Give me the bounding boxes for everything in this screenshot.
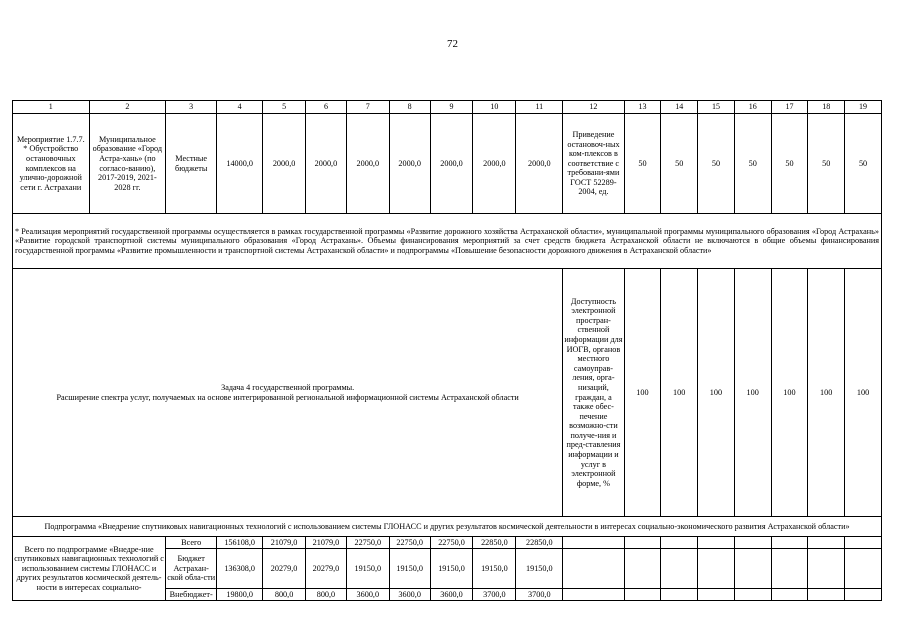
- measure-target: 50: [845, 114, 882, 214]
- total-value: 22750,0: [346, 537, 389, 549]
- col-header: 10: [473, 101, 516, 114]
- col-header: 14: [661, 101, 698, 114]
- extrabudget-value: 800,0: [306, 589, 347, 601]
- col-header: 11: [516, 101, 563, 114]
- budget-value: 19150,0: [346, 549, 389, 589]
- empty-cell: [563, 589, 624, 601]
- empty-cell: [624, 589, 661, 601]
- task-row: [13, 269, 882, 517]
- col-header: 8: [389, 101, 430, 114]
- empty-cell: [624, 537, 661, 549]
- empty-cell: [624, 549, 661, 589]
- empty-cell: [771, 549, 808, 589]
- header-row: [13, 101, 882, 114]
- total-row: [13, 537, 882, 549]
- empty-cell: [661, 549, 698, 589]
- budget-value: 20279,0: [263, 549, 306, 589]
- budget-value: 19150,0: [430, 549, 473, 589]
- empty-cell: [845, 589, 882, 601]
- col-header: 16: [734, 101, 771, 114]
- col-header: 1: [13, 101, 90, 114]
- task-target: 100: [698, 269, 735, 517]
- measure-value: 2000,0: [516, 114, 563, 214]
- col-header: 7: [346, 101, 389, 114]
- measure-target: 50: [771, 114, 808, 214]
- subprogram-title: Подпрограмма «Внедрение спутниковых навигационных технологий с использованием системы ГЛОНАСС и других результатов космической деятельности в интересах социально-экономического развития Астраханской области»: [13, 517, 882, 537]
- empty-cell: [698, 537, 735, 549]
- subprogram-row: [13, 517, 882, 537]
- program-table: [12, 100, 882, 601]
- extrabudget-value: 3700,0: [516, 589, 563, 601]
- empty-cell: [698, 549, 735, 589]
- total-value: 22750,0: [389, 537, 430, 549]
- measure-target: 50: [734, 114, 771, 214]
- total-value: 156108,0: [217, 537, 263, 549]
- measure-value: 2000,0: [346, 114, 389, 214]
- empty-cell: [698, 589, 735, 601]
- measure-executor: Муниципальное образование «Город Астра-хань» (по согласо-ванию), 2017-2019, 2021-2028 гг.: [89, 114, 166, 214]
- task-text: Расширение спектра услуг, получаемых на основе интегрированной региональной информационной системы Астраханской области: [56, 392, 519, 402]
- measure-value: 2000,0: [306, 114, 347, 214]
- col-header: 13: [624, 101, 661, 114]
- task-title: Задача 4 государственной программы.: [221, 382, 355, 392]
- measure-value: 2000,0: [389, 114, 430, 214]
- task-target: 100: [771, 269, 808, 517]
- measure-indicator: Приведение остановоч-ных ком-плексов в соответствие с требовани-ями ГОСТ 52289-2004, ед.: [563, 114, 624, 214]
- empty-cell: [808, 589, 845, 601]
- measure-target: 50: [808, 114, 845, 214]
- col-header: 15: [698, 101, 735, 114]
- budget-value: 19150,0: [473, 549, 516, 589]
- empty-cell: [734, 549, 771, 589]
- measure-value: 2000,0: [263, 114, 306, 214]
- budget-value: 19150,0: [389, 549, 430, 589]
- col-header: 12: [563, 101, 624, 114]
- col-header: 2: [89, 101, 166, 114]
- task-target: 100: [734, 269, 771, 517]
- measure-source: Местные бюджеты: [166, 114, 217, 214]
- total-value: 21079,0: [263, 537, 306, 549]
- empty-cell: [845, 549, 882, 589]
- col-header: 19: [845, 101, 882, 114]
- col-header: 17: [771, 101, 808, 114]
- budget-value: 136308,0: [217, 549, 263, 589]
- total-source: Всего: [166, 537, 217, 549]
- total-value: 22850,0: [473, 537, 516, 549]
- col-header: 9: [430, 101, 473, 114]
- col-header: 18: [808, 101, 845, 114]
- col-header: 4: [217, 101, 263, 114]
- empty-cell: [845, 537, 882, 549]
- empty-cell: [661, 589, 698, 601]
- total-value: 21079,0: [306, 537, 347, 549]
- task-target: 100: [624, 269, 661, 517]
- measure-target: 50: [698, 114, 735, 214]
- empty-cell: [563, 549, 624, 589]
- budget-source: Бюджет Астрахан-ской обла-сти: [166, 549, 217, 589]
- measure-value: 2000,0: [430, 114, 473, 214]
- extrabudget-value: 3700,0: [473, 589, 516, 601]
- task-indicator: Доступность электронной простран-ственной информации для ИОГВ, органов местного самоуправ-ления, орга-низаций, граждан, а также обес-печение возможно-сти получе-ния и пред-ставления информации и услуг в электронной форме, %: [563, 269, 624, 517]
- empty-cell: [808, 537, 845, 549]
- extrabudget-source: Внебюджет-: [166, 589, 217, 601]
- empty-cell: [771, 589, 808, 601]
- empty-cell: [563, 537, 624, 549]
- extrabudget-value: 19800,0: [217, 589, 263, 601]
- page-number: 72: [447, 38, 458, 50]
- empty-cell: [808, 549, 845, 589]
- measure-value: 2000,0: [473, 114, 516, 214]
- task-target: 100: [845, 269, 882, 517]
- extrabudget-value: 3600,0: [389, 589, 430, 601]
- col-header: 3: [166, 101, 217, 114]
- col-header: 6: [306, 101, 347, 114]
- measure-target: 50: [661, 114, 698, 214]
- budget-value: 20279,0: [306, 549, 347, 589]
- footnote-row: [13, 214, 882, 269]
- empty-cell: [734, 537, 771, 549]
- task-target: 100: [808, 269, 845, 517]
- measure-value: 14000,0: [217, 114, 263, 214]
- total-value: 22850,0: [516, 537, 563, 549]
- footnote-text: * Реализация мероприятий государственной программы осуществляется в рамках государственной программы «Развитие дорожного хозяйства Астраханской области», муниципальной программы муниципального образования «Город Астрахань» «Развитие городской транспортной системы муниципального образования «Город Астрахань». Объемы финансирования мероприятий за счет средств бюджета Астраханской области не включаются в общие объемы финансирования государственной программы «Развитие промышленности и транспортной системы Астраханской области» и подпрограммы «Повышение безопасности дорожного движения в Астраханской области»: [13, 214, 882, 269]
- task-cell: [13, 269, 563, 517]
- task-target: 100: [661, 269, 698, 517]
- budget-value: 19150,0: [516, 549, 563, 589]
- empty-cell: [771, 537, 808, 549]
- empty-cell: [661, 537, 698, 549]
- extrabudget-value: 3600,0: [346, 589, 389, 601]
- measure-name: Мероприятие 1.7.7. * Обустройство остановочных комплексов на улично-дорожной сети г. Астрахани: [13, 114, 90, 214]
- measure-row: [13, 114, 882, 214]
- extrabudget-value: 800,0: [263, 589, 306, 601]
- extrabudget-value: 3600,0: [430, 589, 473, 601]
- empty-cell: [734, 589, 771, 601]
- measure-target: 50: [624, 114, 661, 214]
- col-header: 5: [263, 101, 306, 114]
- total-value: 22750,0: [430, 537, 473, 549]
- total-label: Всего по подпрограмме «Внедре-ние спутниковых навигационных технологий с использованием системы ГЛОНАСС и других результатов космической деятель-ности в интересах социально-: [13, 537, 166, 601]
